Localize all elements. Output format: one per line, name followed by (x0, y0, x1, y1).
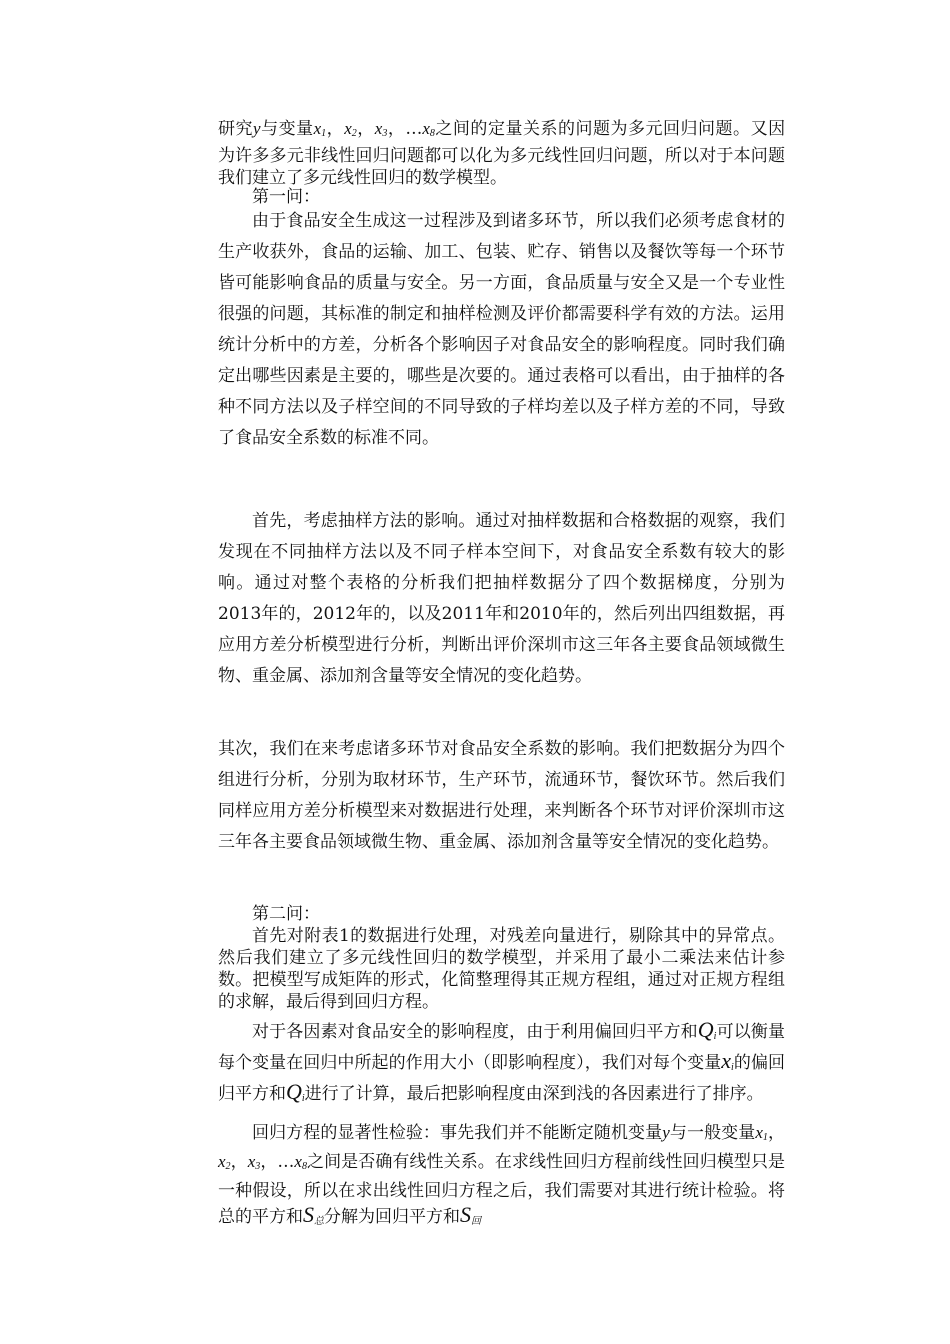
q1-heading: 第一问： (252, 187, 320, 207)
q1-paragraph-1: 由于食品安全生成这一过程涉及到诸多环节，所以我们必须考虑食材的生产收获外，食品的运输、加工、包装、贮存、销售以及餐饮等每一个环节皆可能影响食品的质量与安全。另一方面，食品质量与安全又是一个专业性很强的问题，其标准的制定和抽样检测及评价都需要科学有效的方法。运用统计分析中的方差，分析各个影响因子对食品安全的影响程度。同时我们确定出哪些因素是主要的，哪些是次要的。通过表格可以看出，由于抽样的各种不同方法以及子样空间的不同导致的子样均差以及子样方差的不同，导致了食品安全系数的标准不同。 (218, 211, 785, 448)
q1-paragraph-3: 其次，我们在来考虑诸多环节对食品安全系数的影响。我们把数据分为四个组进行分析，分别为取材环节，生产环节，流通环节，餐饮环节。然后我们同样应用方差分析模型来对数据进行处理，来判断各个环节对评价深圳市这三年各主要食品领域微生物、重金属、添加剂含量等安全情况的变化趋势。 (218, 739, 785, 852)
intro-paragraph: 研究y与变量$x_1$，$x_2$，$x_3$，$\dots x_8$之间的定量关系的问题为多元回归问题。又因为许多多元非线性回归问题都可以化为多元线性回归问题，所以对于本问题我们建立了多元线性回归的数学模型。 (218, 119, 786, 188)
q2-paragraph-1: 首先对附表1的数据进行处理，对残差向量进行，剔除其中的异常点。然后我们建立了多元线性回归的数学模型，并采用了最小二乘法来估计参数。把模型写成矩阵的形式，化简整理得其正规方程组，通过对正规方程组的求解，最后得到回归方程。 (218, 926, 785, 1012)
q2-paragraph-2: 对于各因素对食品安全的影响程度，由于利用偏回归平方和$Q_i$可以衡量每个变量在回归中所起的作用大小（即影响程度），我们对每个变量$x_i$的偏回归平方和$Q_i$进行了计算，最后把影响程度由深到浅的各因素进行了排序。 (218, 1017, 786, 1104)
q2-paragraph-3: 回归方程的显著性检验：事先我们并不能断定随机变量y与一般变量$x_1$，$x_2$，$x_3$，$\dots x_8$之间是否确有线性关系。在求线性回归方程前线性回归模型只是一种假设，所以在求出线性回归方程之后，我们需要对其进行统计检验。将总的平方和$S_总$分解为回归平方和$S_回$ (218, 1123, 786, 1227)
q1-paragraph-2: 首先，考虑抽样方法的影响。通过对抽样数据和合格数据的观察，我们发现在不同抽样方法以及不同子样本空间下，对食品安全系数有较大的影响。通过对整个表格的分析我们把抽样数据分了四个数据梯度，分别为2013年的，2012年的，以及2011年和2010年的，然后列出四组数据，再应用方差分析模型进行分析，判断出评价深圳市这三年各主要食品领域微生物、重金属、添加剂含量等安全情况的变化趋势。 (218, 511, 785, 686)
q2-heading: 第二问： (252, 904, 320, 924)
